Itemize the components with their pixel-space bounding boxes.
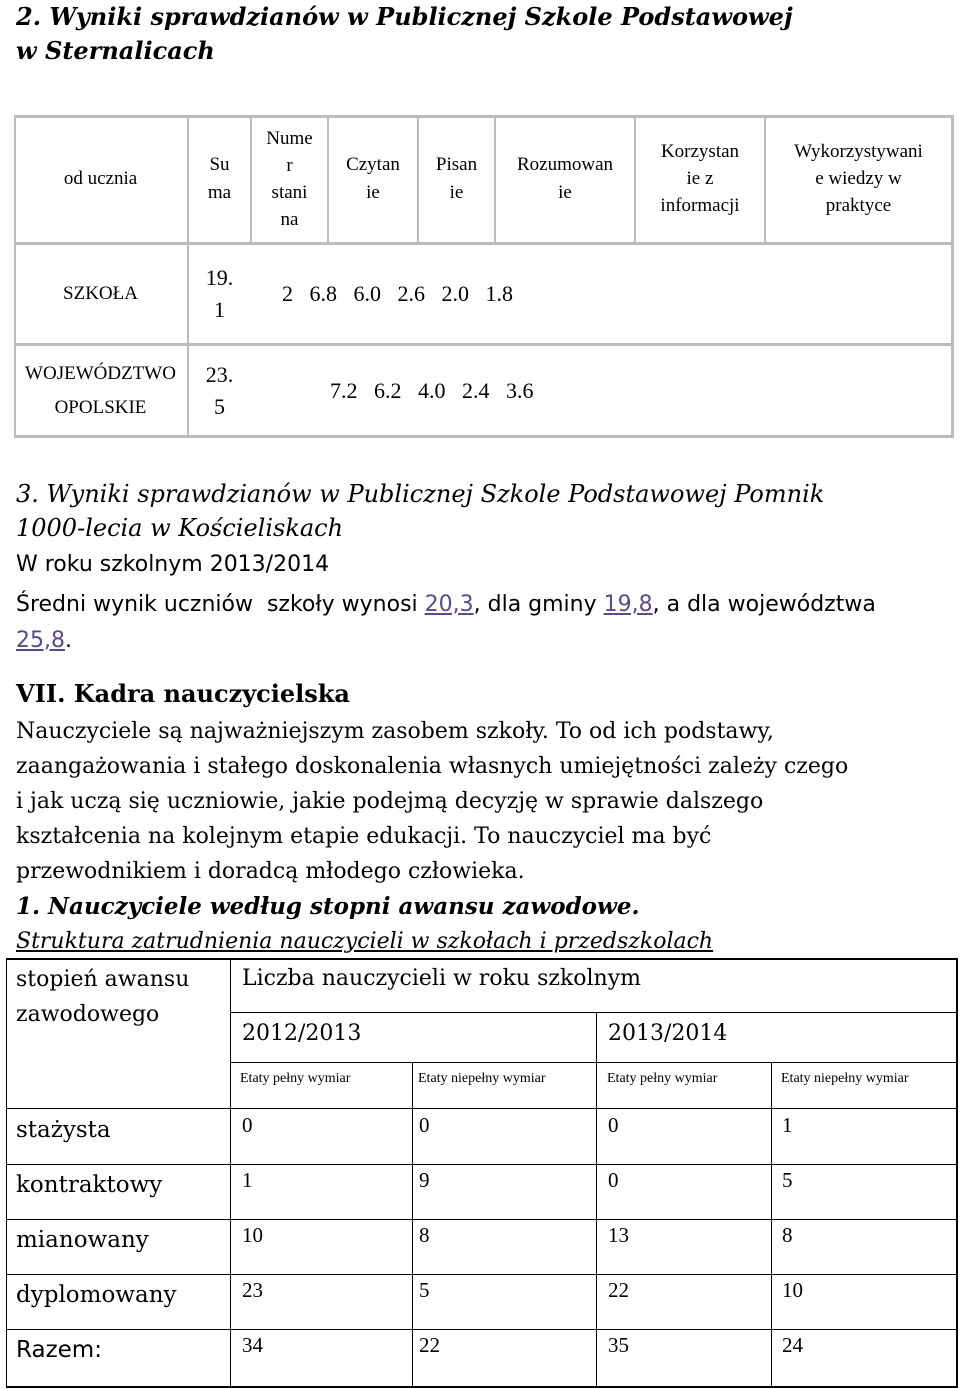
subheader-niepelny-2013: Etaty niepełny wymiar bbox=[781, 1071, 909, 1086]
section3-average bbox=[16, 587, 946, 623]
table2-caption: Struktura zatrudnienia nauczycieli w szkołach i przedszkolach bbox=[16, 929, 714, 954]
cell: 10 bbox=[782, 1278, 803, 1302]
avg-gmina-link[interactable]: 19,8 bbox=[603, 592, 653, 617]
cell: 22 bbox=[608, 1278, 629, 1302]
row-label-kontraktowy: kontraktowy bbox=[16, 1172, 163, 1198]
avg-woj-link[interactable]: 25,8 bbox=[16, 628, 65, 653]
section3-title-line2: 1000-lecia w Kościeliskach bbox=[16, 514, 344, 542]
avg-mid2: , a dla województwa bbox=[652, 592, 876, 617]
row-suma-wojewodztwo: 23. 5 bbox=[205, 361, 234, 419]
row-label-szkola: SZKOŁA bbox=[63, 283, 138, 304]
para-line: Nauczyciele są najważniejszym zasobem szkoły. To od ich podstawy, bbox=[16, 719, 774, 744]
section2-title-line2: w Sternalicach bbox=[16, 36, 215, 65]
cell: 13 bbox=[608, 1223, 629, 1247]
section3-average-line2 bbox=[16, 623, 72, 659]
cell: 5 bbox=[419, 1278, 430, 1302]
section3-title-line1: 3. Wyniki sprawdzianów w Publicznej Szkole Podstawowej Pomnik bbox=[16, 480, 825, 508]
cell: 24 bbox=[782, 1333, 803, 1357]
cell: 23 bbox=[242, 1278, 263, 1302]
header-numer-stanina: Nume r stani na bbox=[266, 127, 313, 230]
para-line: przewodnikiem i doradcą młodego człowieka. bbox=[16, 859, 525, 884]
row-suma-szkola: 19. 1 bbox=[205, 265, 234, 322]
results-table-sternalice bbox=[14, 115, 954, 440]
avg-end: . bbox=[64, 628, 72, 653]
teachers-table bbox=[6, 958, 956, 1388]
section7-title: VII. Kadra nauczycielska bbox=[16, 679, 350, 708]
subheader-pelny-2012: Etaty pełny wymiar bbox=[240, 1071, 351, 1086]
cell: 5 bbox=[782, 1168, 793, 1192]
section3-year: W roku szkolnym 2013/2014 bbox=[16, 552, 330, 577]
header-stopien-awansu: stopień awansu zawodowego bbox=[16, 967, 190, 1027]
header-year-2013: 2013/2014 bbox=[608, 1021, 728, 1046]
header-rozumowanie: Rozumowan ie bbox=[516, 153, 614, 203]
cell: 10 bbox=[242, 1223, 263, 1247]
para-line: i jak uczą się uczniowie, jakie podejmą decyzję w sprawie dalszego bbox=[16, 789, 764, 814]
header-pisanie: Pisan ie bbox=[435, 153, 478, 203]
row-label-stazysta: stażysta bbox=[16, 1117, 111, 1143]
header-liczba-nauczycieli: Liczba nauczycieli w roku szkolnym bbox=[242, 966, 642, 991]
section7-subtitle: 1. Nauczyciele według stopni awansu zawodowe. bbox=[16, 893, 640, 920]
header-suma: Su ma bbox=[207, 153, 232, 203]
header-year-2012: 2012/2013 bbox=[242, 1021, 362, 1046]
row-label-razem: Razem: bbox=[16, 1337, 102, 1363]
cell: 0 bbox=[242, 1113, 253, 1137]
row-label-mianowany: mianowany bbox=[16, 1227, 149, 1253]
row-values-wojewodztwo: 7.2 6.2 4.0 2.4 3.6 bbox=[330, 377, 534, 403]
section7-paragraph bbox=[16, 714, 848, 889]
cell: 35 bbox=[608, 1333, 629, 1357]
cell: 0 bbox=[608, 1113, 619, 1137]
header-czytanie: Czytan ie bbox=[346, 153, 400, 203]
cell: 1 bbox=[242, 1168, 253, 1192]
header-wykorzystywanie-wiedzy: Wykorzystywani e wiedzy w praktyce bbox=[794, 141, 923, 216]
cell: 22 bbox=[419, 1333, 440, 1357]
cell: 8 bbox=[782, 1223, 793, 1247]
header-korzystanie-z-informacji: Korzystan ie z informacji bbox=[660, 141, 740, 216]
subheader-niepelny-2012: Etaty niepełny wymiar bbox=[418, 1071, 546, 1086]
avg-school-link[interactable]: 20,3 bbox=[424, 592, 474, 617]
para-line: kształcenia na kolejnym etapie edukacji. To nauczyciel ma być bbox=[16, 824, 712, 849]
row-label-wojewodztwo: WOJEWÓDZTWO OPOLSKIE bbox=[25, 362, 176, 418]
para-line: zaangażowania i stałego doskonalenia własnych umiejętności zależy czego bbox=[16, 754, 849, 779]
section2-title-line1: 2. Wyniki sprawdzianów w Publicznej Szkole Podstawowej bbox=[16, 2, 793, 31]
section3-title bbox=[16, 477, 824, 545]
cell: 9 bbox=[419, 1168, 430, 1192]
cell: 0 bbox=[419, 1113, 430, 1137]
avg-mid: , dla gminy bbox=[473, 592, 604, 617]
row-values-szkola: 2 6.8 6.0 2.6 2.0 1.8 bbox=[282, 281, 513, 306]
cell: 34 bbox=[242, 1333, 263, 1357]
row-label-dyplomowany: dyplomowany bbox=[16, 1282, 177, 1308]
subheader-pelny-2013: Etaty pełny wymiar bbox=[607, 1071, 718, 1086]
header-od-ucznia: od ucznia bbox=[63, 167, 138, 189]
avg-prefix: Średni wynik uczniów szkoły wynosi bbox=[16, 592, 425, 617]
cell: 1 bbox=[782, 1113, 793, 1137]
cell: 0 bbox=[608, 1168, 619, 1192]
cell: 8 bbox=[419, 1223, 430, 1247]
section2-title bbox=[16, 0, 793, 68]
